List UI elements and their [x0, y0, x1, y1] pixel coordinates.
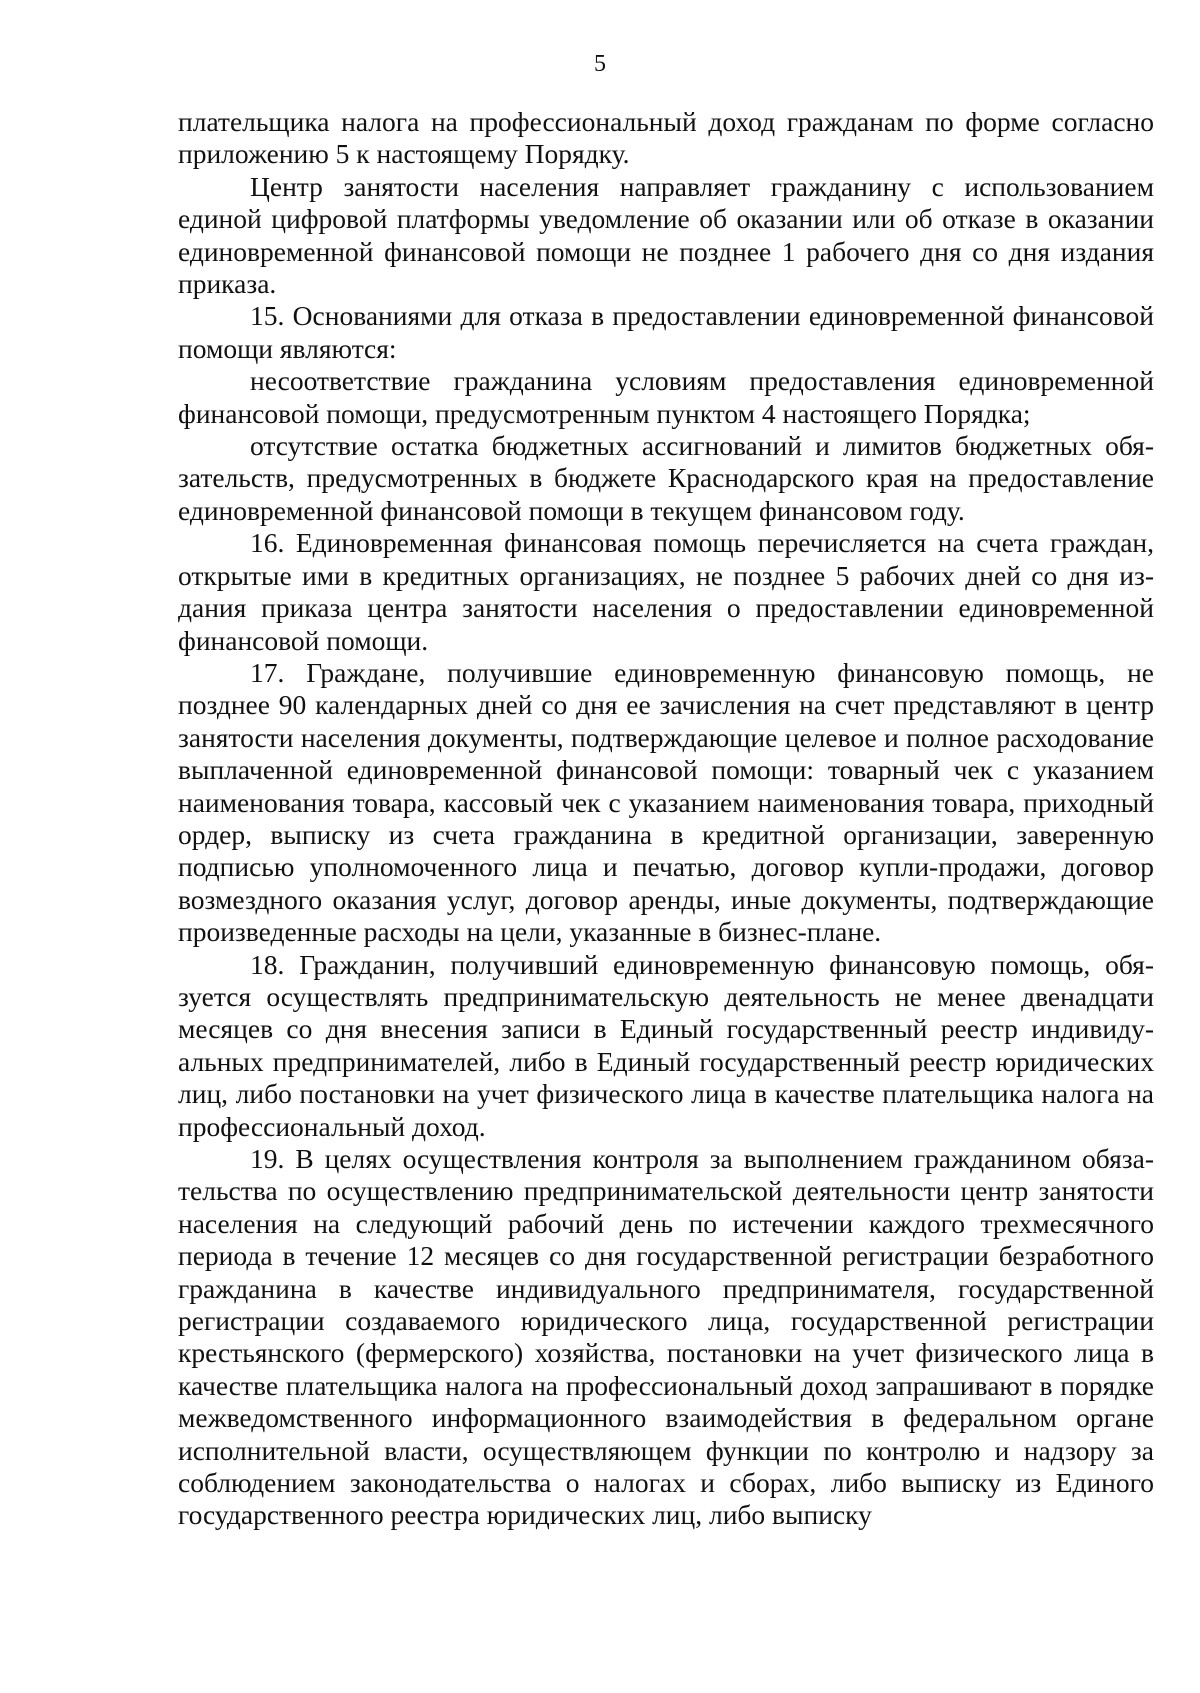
document-body: [178, 106, 1154, 1532]
paragraph-notification: Центр занятости населения направляет гражданину с использованием единой цифровой платформы уведомление об оказании или об отказе в оказании единовременной финансовой помощи не позднее 1 рабочего дня со дня издания приказа.: [178, 170, 1154, 300]
paragraph-17: 17. Граждане, получившие единовременную финансовую помощь, не позднее 90 календарных дней со дня ее зачисления на счет представляют в центр занятости населения документы, подтверждающие целевое и полное расходование выплаченной единовременной финансовой помощи: товарный чек с указанием наименования товара, кассовый чек с указанием наименования товара, приходный ордер, выписку из счета гражданина в кредитной организации, заверенную подписью уполномоченного лица и печатью, договор купли-продажи, договор возмездного оказания услуг, договор аренды, иные документы, подтверждающие произведенные расходы на цели, указанные в бизнес-плане.: [178, 656, 1154, 948]
paragraph-18: 18. Гражданин, получивший единовременную финансовую помощь, обязуется осуществлять предпринимательскую деятельность не менее двенадцати месяцев со дня внесения записи в Единый государственный реестр индивидуальных предпринимателей, либо в Единый государственный реестр юридических лиц, либо постановки на учет физического лица в качестве плательщика налога на профессиональный доход.: [178, 948, 1154, 1142]
paragraph-15: 15. Основаниями для отказа в предоставлении единовременной финансовой помощи являются:: [178, 300, 1154, 364]
paragraph-16: 16. Единовременная финансовая помощь перечисляется на счета граждан, открытые ими в кредитных организациях, не позднее 5 рабочих дней со дня издания приказа центра занятости населения о предоставлении единовременной финансовой помощи.: [178, 527, 1154, 656]
paragraph-15-item-2: отсутствие остатка бюджетных ассигнований и лимитов бюджетных обязательств, предусмотренных в бюджете Краснодарского края на предоставление единовременной финансовой помощи в текущем финансовом году.: [178, 430, 1154, 526]
paragraph-15-item-1: несоответствие гражданина условиям предоставления единовременной финансовой помощи, предусмотренным пунктом 4 настоящего Порядка;: [178, 365, 1154, 429]
paragraph-continuation: плательщика налога на профессиональный доход гражданам по форме согласно приложению 5 к настоящему Порядку.: [178, 106, 1154, 170]
page-number: 5: [594, 51, 606, 77]
paragraph-19: 19. В целях осуществления контроля за выполнением гражданином обязательства по осуществлению предпринимательской деятельности центр занятости населения на следующий рабочий день по истечении каждого трехмесячного периода в течение 12 месяцев со дня государственной регистрации безработного гражданина в качестве индивидуального предпринимателя, государственной регистрации создаваемого юридического лица, государственной регистрации крестьянского (фермерского) хозяйства, постановки на учет физического лица в качестве плательщика налога на профессиональный доход запрашивают в порядке межведомственного информационного взаимодействия в федеральном органе исполнительной власти, осуществляющем функции по контролю и надзору за соблюдением законодательства о налогах и сборах, либо выписку из Единого государственного реестра юридических лиц, либо выписку: [178, 1143, 1154, 1531]
